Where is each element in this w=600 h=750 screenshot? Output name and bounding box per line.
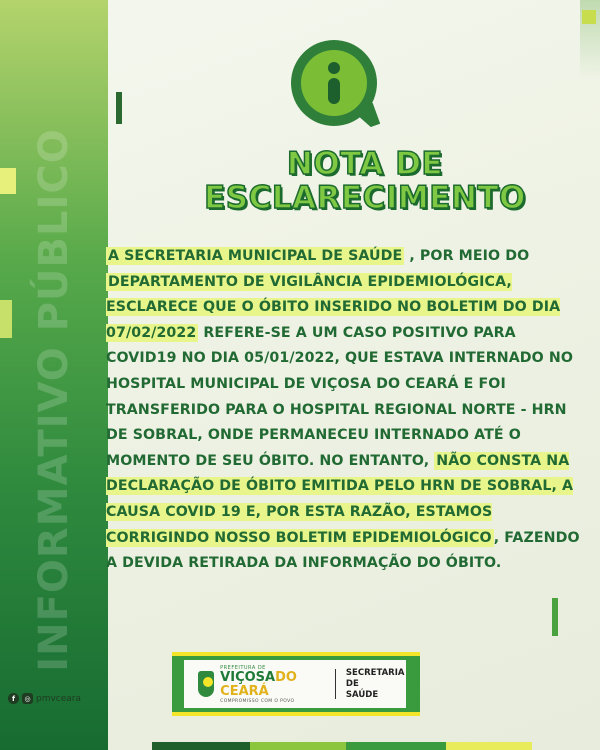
side-accent-top — [0, 168, 16, 194]
logo-name-part2: DO CEARÁ — [220, 669, 297, 699]
body-segment: REFERE-SE A UM CASO POSITIVO PARA COVID19 NO DIA 05/01/2022, QUE ESTAVA INTERNADO NO HOSPITAL MUNICIPAL DE VIÇOSA DO CEARÁ E FOI TRANSFERIDO PARA O HOSPITAL REGIONAL NORTE - HRN DE SOBRAL, ONDE PERMANECEU INTERNADO ATÉ O MOMENTO DE SEU ÓBITO. NO ENTANTO, — [106, 324, 573, 469]
social-handle[interactable] — [8, 693, 81, 704]
bottom-bar-mid — [346, 742, 446, 750]
info-icon-inner — [301, 50, 367, 116]
logo-small-text: PREFEITURA DE — [220, 664, 266, 671]
info-icon-stem — [328, 78, 340, 104]
body-segment: , POR MEIO DO — [404, 248, 530, 264]
body-segment: DEPARTAMENTO DE VIGILÂNCIA EPIDEMIOLÓGICA, ESCLARECE QUE O ÓBITO INSERIDO NO BOLETIM DO DIA 07/02/2022 — [106, 273, 561, 341]
facebook-icon[interactable]: f — [8, 693, 19, 704]
info-icon — [291, 40, 386, 135]
title-line-2: ESCLARECIMENTO — [204, 180, 526, 216]
body-text — [106, 244, 586, 577]
body-segment: , FAZENDO A DEVIDA RETIRADA DA INFORMAÇÃO DO ÓBITO. — [106, 529, 580, 572]
decor-bar-right — [552, 598, 558, 636]
side-accent-mid — [0, 300, 12, 338]
instagram-icon[interactable]: ◎ — [22, 693, 33, 704]
logo-tagline: COMPROMISSO COM O POVO — [220, 698, 295, 704]
logo-name-part1: VIÇOSA — [220, 669, 276, 685]
info-icon-dot — [328, 62, 340, 74]
logo-text — [220, 665, 325, 704]
badge-divider — [335, 669, 336, 699]
side-band — [0, 0, 108, 750]
title-line-1: NOTA DE — [286, 146, 444, 182]
bottom-bar-yellow — [446, 742, 532, 750]
body-segment: A SECRETARIA MUNICIPAL DE SAÚDE — [108, 248, 403, 264]
bottom-bar-light — [250, 742, 346, 750]
municipal-logo-badge — [184, 660, 406, 708]
info-icon-ring — [291, 40, 377, 126]
social-handle-text: pmvceara — [36, 693, 82, 704]
vertical-title: INFORMATIVO PÚBLICO — [31, 128, 77, 672]
decor-bar-left — [116, 92, 122, 124]
bottom-bar-dark — [152, 742, 250, 750]
department-label: SECRETARIA DE SAÚDE — [345, 667, 405, 700]
top-right-square — [582, 10, 596, 24]
logo-name — [220, 671, 325, 699]
crest-icon — [198, 671, 214, 697]
body-segment: NÃO CONSTA NA DECLARAÇÃO DE ÓBITO EMITIDA PELO HRN DE SOBRAL, A CAUSA COVID 19 E, POR ESTA RAZÃO, ESTAMOS CORRIGINDO NOSSO BOLETIM EPIDEMIOLÓGICO — [106, 452, 574, 546]
